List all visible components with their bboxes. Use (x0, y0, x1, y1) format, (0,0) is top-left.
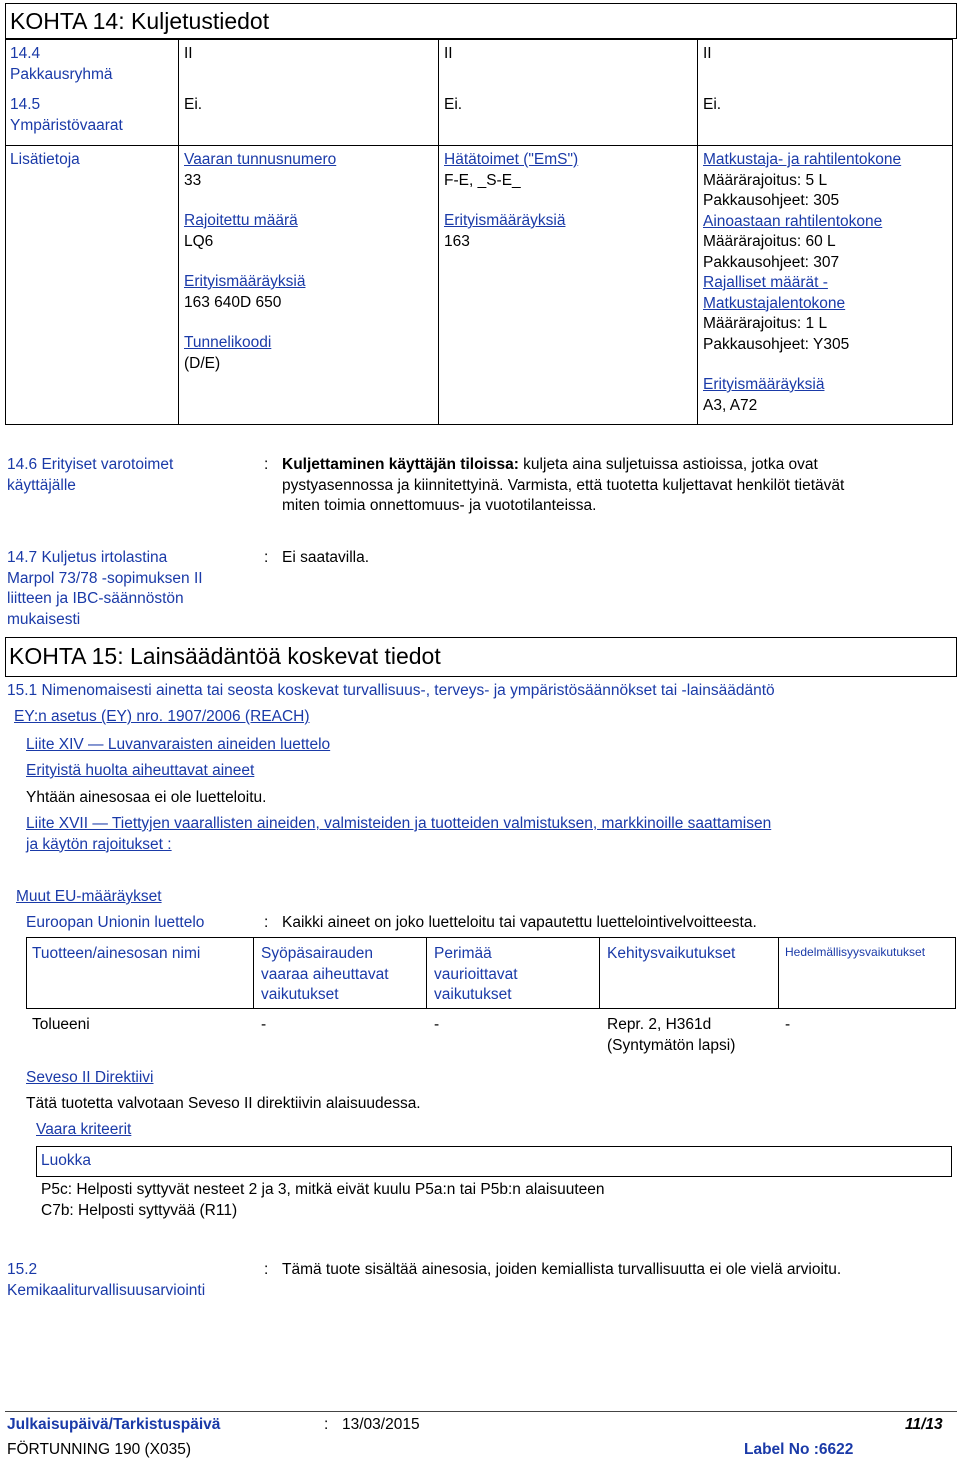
cargo-only-label: Ainoastaan rahtilentokone (703, 212, 883, 230)
additional-iata-column (703, 150, 901, 416)
reach-heading: EY:n asetus (EY) nro. 1907/2006 (REACH) (14, 708, 310, 725)
s151-heading: 15.1 Nimenomaisesti ainetta tai seosta koskevat turvallisuus-, terveys- ja ympäristösäännökset tai -lainsäädäntö (7, 682, 775, 699)
limited-qty: Määrärajoitus: 1 L (703, 315, 828, 332)
svhc-heading: Erityistä huolta aiheuttavat aineet (26, 762, 255, 779)
limited-pax-label: Rajalliset määrät - (703, 274, 828, 291)
packing-group-adr: II (184, 45, 193, 62)
bulk-transport-label: 14.7 Kuljetus irtolastina Marpol 73/78 -sopimuksen II liitteen ja IBC-säännöstön mukaisesti (7, 549, 203, 628)
class-row: P5c: Helposti syttyvät nesteet 2 ja 3, mitkä eivät kuulu P5a:n tai P5b:n alaisuuteen (41, 1181, 605, 1198)
footer-date-value: 13/03/2015 (342, 1416, 420, 1433)
cmr-row-fertility: - (785, 1016, 791, 1033)
footer-label-no: Label No :6622 (744, 1441, 854, 1458)
tunnel-code-label: Tunnelikoodi (184, 334, 272, 351)
cargo-qty: Määrärajoitus: 60 L (703, 233, 836, 250)
s152-colon: : (264, 1261, 269, 1278)
footer-page-number: 11/13 (905, 1416, 943, 1433)
pax-qty: Määrärajoitus: 5 L (703, 171, 828, 189)
s152-value: Tämä tuote sisältää ainesosia, joiden kemiallista turvallisuutta ei ole vielä arvioitu. (282, 1261, 842, 1278)
class-row: C7b: Helposti syttyvää (R11) (41, 1201, 238, 1219)
cmr-row-mutagenic: - (434, 1016, 440, 1033)
additional-imdg-column (444, 150, 578, 252)
table-divider (5, 145, 953, 146)
cmr-header-mutagenic: Perimää vaurioittavat vaikutukset (434, 945, 518, 1003)
env-hazards-label: 14.5 Ympäristövaarat (10, 96, 123, 134)
pax-pack: Pakkausohjeet: 305 (703, 192, 840, 209)
cmr-header-name: Tuotteen/ainesosan nimi (32, 945, 201, 962)
eu-list-value: Kaikki aineet on joko luetteloitu tai vapautettu luettelointivelvoitteesta. (282, 914, 757, 931)
imdg-special-label: Erityismääräyksiä (444, 212, 566, 229)
svhc-none-text: Yhtään ainesosaa ei ole luetteloitu. (26, 789, 267, 806)
limited-pack: Pakkausohjeet: Y305 (703, 335, 850, 353)
env-hazards-iata: Ei. (703, 96, 722, 113)
other-eu-heading: Muut EU-määräykset (16, 888, 162, 905)
footer-rule (5, 1411, 957, 1412)
cmr-row-carcinogenic: - (261, 1016, 267, 1033)
precautions-colon: : (264, 456, 269, 473)
cmr-row-name: Tolueeni (32, 1016, 90, 1033)
cmr-row-developmental: Repr. 2, H361d (Syntymätön lapsi) (607, 1016, 736, 1054)
packing-group-label: 14.4 Pakkausryhmä (10, 45, 113, 83)
ems-value: F-E, _S-E_ (444, 171, 521, 189)
precautions-label: 14.6 Erityiset varotoimet käyttäjälle (7, 456, 174, 494)
additional-info-label: Lisätietoja (10, 151, 80, 168)
annex-14-heading: Liite XIV — Luvanvaraisten aineiden luettelo (26, 736, 331, 753)
imdg-special-value: 163 (444, 232, 470, 250)
bulk-value: Ei saatavilla. (282, 549, 370, 566)
pax-cargo-label: Matkustaja- ja rahtilentokone (703, 151, 902, 168)
hazard-id-value: 33 (184, 171, 202, 189)
hazard-id-label: Vaaran tunnusnumero (184, 151, 337, 168)
cmr-header-carcinogenic: Syöpäsairauden vaaraa aiheuttavat vaikutukset (261, 945, 389, 1003)
table-divider (778, 937, 779, 1009)
seveso-heading: Seveso II Direktiivi (26, 1069, 154, 1086)
table-divider (697, 39, 698, 425)
iata-special-label: Erityismääräyksiä (703, 376, 825, 393)
cmr-header-developmental: Kehitysvaikutukset (607, 945, 736, 962)
eu-list-label: Euroopan Unionin luettelo (26, 914, 205, 931)
seveso-text: Tätä tuotetta valvotaan Seveso II direktiivin alaisuudessa. (26, 1095, 421, 1112)
packing-group-imdg: II (444, 45, 453, 62)
class-table-header-label: Luokka (41, 1152, 91, 1169)
table-divider (599, 937, 600, 1009)
cmr-header-fertility: Hedelmällisyysvaikutukset (785, 945, 926, 959)
env-hazards-adr: Ei. (184, 96, 203, 113)
footer-date-colon: : (324, 1416, 329, 1433)
special-provisions-label: Erityismääräyksiä (184, 273, 306, 290)
table-divider (253, 937, 254, 1009)
class-table-header (36, 1146, 952, 1177)
eu-list-colon: : (264, 914, 269, 931)
section-14-title: KOHTA 14: Kuljetustiedot (5, 3, 957, 39)
s152-label: 15.2 Kemikaaliturvallisuusarviointi (7, 1261, 206, 1299)
table-divider (438, 39, 439, 425)
hazard-criteria-heading: Vaara kriteerit (36, 1121, 132, 1138)
additional-adr-column (184, 150, 336, 374)
section-15-title: KOHTA 15: Lainsäädäntöä koskevat tiedot (5, 637, 957, 677)
env-hazards-imdg: Ei. (444, 96, 463, 113)
special-provisions-value: 163 640D 650 (184, 293, 282, 311)
annex-17-heading: Liite XVII — Tiettyjen vaarallisten aineiden, valmisteiden ja tuotteiden valmistuksen, markkinoille saattamisen ja käytön rajoitukset : (26, 815, 772, 853)
precautions-text: Kuljettaminen käyttäjän tiloissa: kuljeta aina suljetuissa astioissa, jotka ovat pystyasennossa ja kiinnitettyinä. Varmista, että tuotetta kuljettavat henkilöt tietävät miten toimia onnettomuus- ja vuototilanteissa. (282, 456, 845, 514)
packing-group-iata: II (703, 45, 712, 62)
footer-product-name: FÖRTUNNING 190 (X035) (7, 1441, 192, 1458)
table-divider (426, 937, 427, 1009)
ems-label: Hätätoimet ("EmS") (444, 151, 579, 168)
class-table-rows (41, 1180, 605, 1221)
limited-qty-label: Rajoitettu määrä (184, 212, 298, 229)
limited-pax-label-2: Matkustajalentokone (703, 294, 846, 312)
tunnel-code-value: (D/E) (184, 354, 221, 372)
table-divider (178, 39, 179, 425)
cargo-pack: Pakkausohjeet: 307 (703, 253, 840, 271)
iata-special-value: A3, A72 (703, 396, 758, 414)
bulk-colon: : (264, 549, 269, 566)
footer-date-label: Julkaisupäivä/Tarkistuspäivä (7, 1416, 221, 1433)
limited-qty-value: LQ6 (184, 232, 214, 250)
